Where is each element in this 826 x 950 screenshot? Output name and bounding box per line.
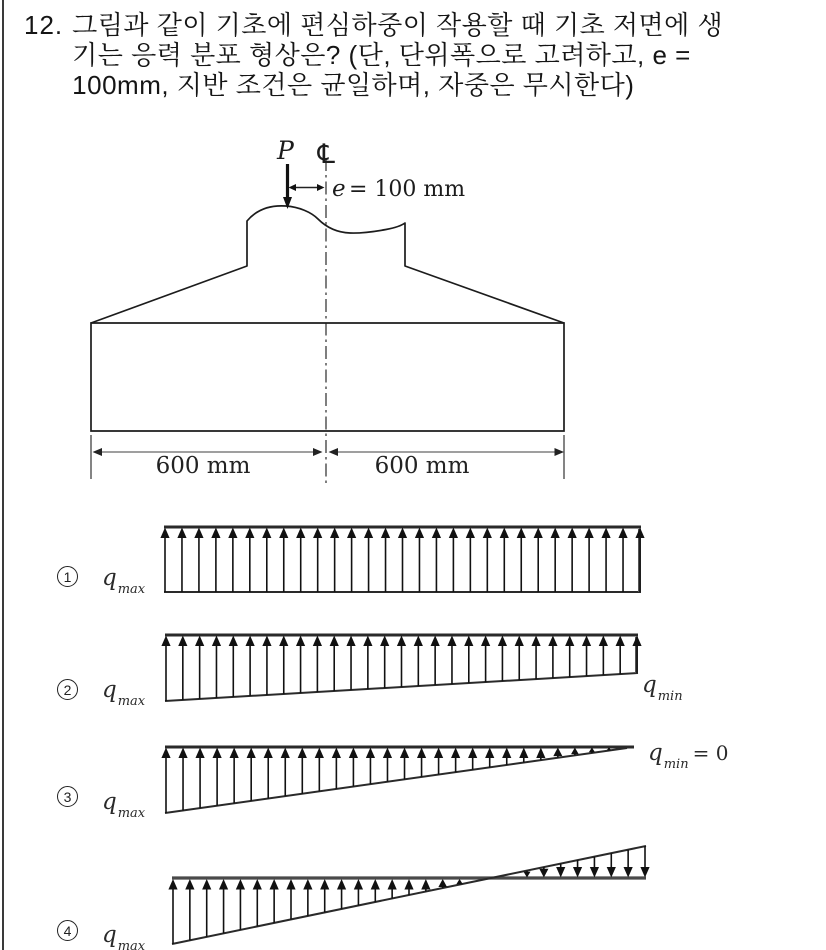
stress-arrow-head (456, 879, 463, 884)
stress-arrow-head (397, 636, 406, 647)
stress-arrow-head (398, 528, 407, 539)
stress-arrow-head (332, 748, 341, 759)
stress-arrow-head (404, 879, 413, 890)
stress-arrow-head (517, 528, 526, 539)
stress-arrow-head (519, 748, 528, 759)
footing-base-rect (91, 323, 564, 431)
stress-arrow-head (264, 748, 273, 759)
stress-arrow-head (262, 636, 271, 647)
stress-arrow-head (388, 879, 397, 890)
stress-arrow-head (337, 879, 346, 890)
stress-arrow-head (262, 528, 271, 539)
stress-arrow-head (548, 636, 557, 647)
stress-arrow-head (160, 528, 169, 539)
option-2-distribution (161, 635, 641, 701)
stress-arrow-head (229, 636, 238, 647)
option-4-qmax-label: $q_{max}$ (102, 922, 146, 950)
stress-arrow-head (347, 528, 356, 539)
stress-arrow-head (246, 636, 255, 647)
stress-arrow-head (296, 636, 305, 647)
stress-arrow-head (632, 636, 641, 647)
stress-arrow-head (211, 528, 220, 539)
stress-arrow-head (202, 879, 211, 890)
stress-arrow-head (553, 748, 562, 757)
stress-arrow-head (466, 528, 475, 539)
stress-arrow-head (534, 528, 543, 539)
stress-arrow-head (330, 528, 339, 539)
question-line-3: 100mm, 지반 조건은 균일하며, 자중은 무시한다) (72, 70, 635, 100)
stress-arrow-head (286, 879, 295, 890)
stress-arrow-head (464, 636, 473, 647)
stress-arrow-head (417, 748, 426, 759)
stress-arrow-head (219, 879, 228, 890)
stress-arrow-head (349, 748, 358, 759)
option-4-number: 4 (57, 920, 78, 941)
stress-arrow-head (468, 748, 477, 759)
question-line-2: 기는 응력 분포 형상은? (단, 단위폭으로 고려하고, e = (72, 40, 691, 70)
dim-label-left: 600 mm (155, 453, 251, 479)
option-1-number: 1 (57, 566, 78, 587)
stress-arrow-head (279, 528, 288, 539)
stress-arrow-head (161, 748, 170, 759)
stress-arrow-head (185, 879, 194, 890)
stress-arrow-head (483, 528, 492, 539)
stress-arrow-head (194, 528, 203, 539)
stress-arrow-head (228, 528, 237, 539)
centerline-symbol: ℄ (314, 139, 339, 170)
stress-arrow-head (421, 879, 430, 890)
stress-arrow-head (616, 636, 625, 647)
stress-arrow-head (354, 879, 363, 890)
option-3-qmin-zero-label: $q_{min} = 0$ (648, 740, 729, 772)
stress-arrow-head (531, 636, 540, 647)
option-2-qmax-label: $q_{max}$ (102, 677, 146, 709)
stress-arrow-head (177, 528, 186, 539)
question-number: 12. (24, 10, 64, 40)
option-4-distribution (168, 846, 649, 944)
stress-arrow-head (230, 748, 239, 759)
stress-arrow-head (438, 879, 447, 887)
option-1-distribution (160, 527, 644, 592)
stress-arrow-head (447, 636, 456, 647)
stress-arrow-head (568, 528, 577, 539)
dim-head-ll (93, 448, 103, 456)
stress-arrow-head (298, 748, 307, 759)
option-2-number: 2 (57, 679, 78, 700)
stress-arrow-head (573, 867, 582, 878)
load-label: P (277, 136, 294, 165)
stress-arrow-head (213, 748, 222, 759)
stress-arrow-head (582, 636, 591, 647)
stress-arrow-head (315, 748, 324, 759)
stress-arrow-head (364, 528, 373, 539)
stress-arrow-head (585, 528, 594, 539)
stress-arrow-head (536, 748, 545, 759)
dim-label-right: 600 mm (374, 453, 470, 479)
option-3-distribution (161, 747, 634, 813)
stress-arrow-head (320, 879, 329, 890)
stress-arrow-head (500, 528, 509, 539)
stress-arrow-head (590, 867, 599, 878)
stress-arrow-head (400, 748, 409, 759)
stress-arrow-head (415, 528, 424, 539)
option-3-qmax-label: $q_{max}$ (102, 789, 146, 821)
footing-outline (91, 206, 564, 323)
stress-arrow-head (599, 636, 608, 647)
stress-arrow-head (313, 528, 322, 539)
ecc-symbol: e (332, 176, 346, 202)
stress-arrow-head (624, 867, 633, 878)
stress-arrow-head (236, 879, 245, 890)
stress-arrow-head (383, 748, 392, 759)
ecc-value: = 100 mm (349, 177, 466, 202)
stress-arrow-head (607, 867, 616, 878)
stress-arrow-head (414, 636, 423, 647)
stress-arrow-head (451, 748, 460, 759)
stress-arrow-head (303, 879, 312, 890)
stress-arrow-head (485, 748, 494, 759)
dim-head-rr (555, 448, 565, 456)
stress-arrow-head (515, 636, 524, 647)
stress-arrow-head (381, 528, 390, 539)
question-line-1: 그림과 같이 기초에 편심하중이 작용할 때 기초 저면에 생 (72, 10, 724, 40)
stress-arrow-head (481, 636, 490, 647)
stress-arrow-head (281, 748, 290, 759)
stress-arrow-head (431, 636, 440, 647)
dim-head-rl (329, 448, 339, 456)
stress-arrow-head (195, 748, 204, 759)
stress-arrow-head (635, 528, 644, 539)
stress-arrow-head (601, 528, 610, 539)
stress-arrow-head (432, 528, 441, 539)
stress-arrow-head (270, 879, 279, 890)
ecc-dim-head-right (317, 184, 325, 191)
stress-arrow-head (565, 636, 574, 647)
stress-arrow-head (330, 636, 339, 647)
ecc-dim-head-left (289, 184, 297, 191)
stress-arrow-head (363, 636, 372, 647)
stress-arrow-head (434, 748, 443, 759)
stress-arrow-head (296, 528, 305, 539)
stress-arrow-head (313, 636, 322, 647)
stress-arrow-head (618, 528, 627, 539)
stress-arrow-head (539, 869, 548, 878)
dim-head-lr (313, 448, 323, 456)
stress-arrow-head (212, 636, 221, 647)
stress-arrow-head (371, 879, 380, 890)
stress-arrow-head (380, 636, 389, 647)
stress-arrow-head (498, 636, 507, 647)
stress-arrow-head (161, 636, 170, 647)
option-2-qmin-label: $q_{min}$ (642, 672, 683, 704)
stress-arrow-head (178, 748, 187, 759)
stress-arrow-head (178, 636, 187, 647)
stress-arrow-head (195, 636, 204, 647)
option-1-qmax-label: $q_{max}$ (102, 565, 146, 597)
stress-arrow-head (551, 528, 560, 539)
option-3-number: 3 (57, 786, 78, 807)
stress-arrow-head (556, 867, 565, 878)
stress-arrow-head (279, 636, 288, 647)
stress-arrow-head (502, 748, 511, 759)
stress-arrow-head (247, 748, 256, 759)
stress-arrow-head (640, 867, 649, 878)
stress-arrow-head (366, 748, 375, 759)
stress-arrow-head (253, 879, 262, 890)
stress-arrow-head (346, 636, 355, 647)
stress-arrow-head (168, 879, 177, 890)
stress-arrow-head (245, 528, 254, 539)
stress-arrow-head (449, 528, 458, 539)
